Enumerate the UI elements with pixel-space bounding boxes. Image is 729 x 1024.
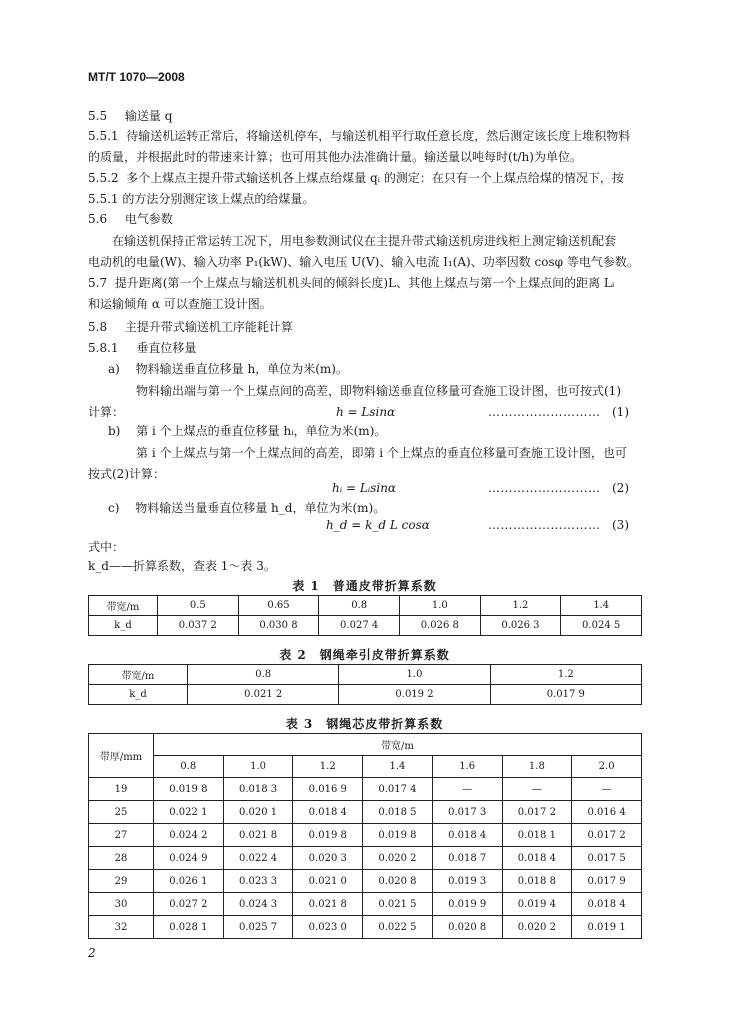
- paragraph-5-7: [88, 273, 643, 315]
- paragraph-line: 物料输出端与第一个上煤点间的高差，即物料输送垂直位移量可查施工设计图，也可按式(1): [136, 384, 622, 398]
- table-cell: 0.030 8: [238, 616, 319, 636]
- table-cell: 1.4: [561, 596, 642, 616]
- table-cell: 0.016 9: [293, 778, 363, 801]
- table-cell: 0.021 8: [293, 893, 363, 916]
- paragraph-line: 待输送机运转正常后，将输送机停车，与输送机相平行取任意长度，然后测定该长度上堆积物料: [126, 129, 631, 143]
- paragraph-line: 的质量，并根据此时的带速来计算；也可用其他办法准确计量。输送量以吨每时(t/h)为单位。: [88, 150, 582, 164]
- page-number: 2: [88, 946, 96, 960]
- section-title: 电气参数: [124, 212, 173, 226]
- table-cell: 0.020 2: [363, 847, 433, 870]
- paragraph-line: 5.5.1 的方法分别测定该上煤点的给煤量。: [88, 192, 315, 206]
- equation-number: (1): [612, 405, 629, 419]
- paragraph-line: 按式(2)计算：: [88, 467, 165, 481]
- table-cell: 0.021 0: [293, 870, 363, 893]
- table-cell: 0.019 9: [432, 893, 502, 916]
- table-cell: 0.8: [188, 665, 339, 685]
- item-label: c): [108, 501, 120, 515]
- table-3-body: [89, 778, 642, 939]
- equation-leader: ………………………: [488, 405, 601, 419]
- table-cell: 0.5: [158, 596, 239, 616]
- table-2: [88, 664, 642, 705]
- section-title: 垂直位移量: [136, 341, 197, 355]
- table-cell: 0.019 8: [363, 824, 433, 847]
- list-item-b: [108, 422, 386, 439]
- section-title: 输送量 q: [124, 109, 173, 123]
- table-3-caption: 表 3 钢绳芯皮带折算系数: [285, 717, 444, 731]
- table-cell: 0.018 8: [502, 870, 572, 893]
- table-2-caption: 表 2 钢绳牵引皮带折算系数: [279, 648, 450, 662]
- section-number: 5.6: [88, 212, 108, 226]
- formula-3: h_d = k_d L cosα: [326, 518, 430, 532]
- table-cell: 0.023 3: [223, 870, 293, 893]
- table-cell: 0.018 7: [432, 847, 502, 870]
- column-header: 带厚/mm: [89, 734, 154, 778]
- table-cell: 0.026 3: [480, 616, 561, 636]
- table-cell: 0.019 2: [339, 685, 490, 705]
- paragraph-line: 多个上煤点主提升带式输送机各上煤点给煤量 qᵢ 的测定：在只有一个上煤点给煤的情况下，按: [126, 171, 624, 185]
- table-cell: 0.018 4: [572, 893, 642, 916]
- table-cell: 0.020 3: [293, 847, 363, 870]
- section-title: 主提升带式输送机工序能耗计算: [124, 320, 293, 334]
- row-header: 27: [89, 824, 154, 847]
- table-cell: 0.019 3: [432, 870, 502, 893]
- table-cell: 0.023 0: [293, 916, 363, 939]
- paragraph-line: 计算：: [88, 405, 125, 419]
- row-header: k_d: [89, 685, 188, 705]
- row-header: 29: [89, 870, 154, 893]
- column-header: 带宽/m: [154, 734, 642, 756]
- section-5-8: [88, 318, 293, 335]
- table-cell: 0.028 1: [154, 916, 224, 939]
- table-cell: 0.021 2: [188, 685, 339, 705]
- kd-definition: k_d——折算系数，查表 1～表 3。: [88, 559, 276, 573]
- formula-1: h = Lsinα: [336, 405, 396, 419]
- table-cell: —: [432, 778, 502, 801]
- where-label: 式中：: [88, 540, 125, 554]
- table-cell: 0.017 5: [572, 847, 642, 870]
- table-1-caption: 表 1 普通皮带折算系数: [292, 579, 437, 593]
- table-cell: 1.2: [480, 596, 561, 616]
- table-cell: 0.024 2: [154, 824, 224, 847]
- section-5-8-1: [88, 339, 196, 356]
- item-text: 物料输送当量垂直位移量 h_d，单位为米(m)。: [135, 501, 386, 515]
- table-cell: 1.0: [339, 665, 490, 685]
- table-cell: 0.026 1: [154, 870, 224, 893]
- equation-leader: ………………………: [488, 481, 601, 495]
- table-cell: 0.024 9: [154, 847, 224, 870]
- column-header: 1.2: [293, 756, 363, 778]
- row-header: 30: [89, 893, 154, 916]
- table-cell: 0.020 1: [223, 801, 293, 824]
- paragraph-line: 和运输倾角 α 可以查施工设计图。: [88, 297, 272, 311]
- table-cell: 0.8: [319, 596, 400, 616]
- paragraph-b: [88, 443, 643, 485]
- paragraph-line: 在输送机保持正常运转工况下，用电参数测试仪在主提升带式输送机房进线柜上测定输送机配套: [112, 234, 617, 248]
- table-cell: 0.027 2: [154, 893, 224, 916]
- standard-number: MT/T 1070—2008: [88, 70, 185, 84]
- table-cell: 0.018 3: [223, 778, 293, 801]
- table-row: [89, 893, 642, 916]
- equation-number: (3): [612, 518, 629, 532]
- formula-2: hᵢ = Lᵢsinα: [332, 481, 397, 495]
- table-cell: 0.019 1: [572, 916, 642, 939]
- column-header: 1.4: [363, 756, 433, 778]
- table-3: [88, 733, 642, 939]
- table-cell: 0.018 5: [363, 801, 433, 824]
- section-5-5: [88, 107, 172, 124]
- table-cell: 0.037 2: [158, 616, 239, 636]
- paragraph-5-5-1: [88, 126, 643, 168]
- table-row: [89, 824, 642, 847]
- table-cell: 0.017 2: [572, 824, 642, 847]
- table-row: [89, 616, 642, 636]
- table-cell: 0.018 4: [502, 847, 572, 870]
- column-header: 1.8: [502, 756, 572, 778]
- table-row: [89, 734, 642, 756]
- table-row: [89, 847, 642, 870]
- equation-leader: ………………………: [488, 518, 601, 532]
- table-row: [89, 801, 642, 824]
- table-cell: 0.020 8: [363, 870, 433, 893]
- table-cell: 0.026 8: [399, 616, 480, 636]
- table-cell: 0.022 4: [223, 847, 293, 870]
- list-item-a: [108, 360, 348, 377]
- list-item-c: [108, 499, 385, 516]
- table-cell: 0.016 4: [572, 801, 642, 824]
- table-cell: 0.017 3: [432, 801, 502, 824]
- table-row: [89, 756, 642, 778]
- table-cell: 0.017 4: [363, 778, 433, 801]
- item-text: 第 i 个上煤点的垂直位移量 hᵢ，单位为米(m)。: [136, 424, 387, 438]
- table-cell: 1.0: [399, 596, 480, 616]
- table-cell: 0.027 4: [319, 616, 400, 636]
- clause-number: 5.7: [88, 276, 108, 290]
- table-cell: —: [572, 778, 642, 801]
- row-header: k_d: [89, 616, 158, 636]
- table-row: [89, 778, 642, 801]
- table-cell: 0.024 3: [223, 893, 293, 916]
- item-text: 物料输送垂直位移量 h，单位为米(m)。: [135, 362, 348, 376]
- table-cell: —: [502, 778, 572, 801]
- paragraph-line: 提升距离(第一个上煤点与输送机机头间的倾斜长度)L、其他上煤点与第一个上煤点间的距离 Lᵢ: [114, 276, 615, 290]
- column-header: 0.8: [154, 756, 224, 778]
- table-1: [88, 595, 642, 636]
- column-header: 1.0: [223, 756, 293, 778]
- paragraph-line: 第 i 个上煤点与第一个上煤点间的高差，即第 i 个上煤点的垂直位移量可查施工设计图，也可: [136, 446, 627, 460]
- section-5-6: [88, 210, 173, 227]
- section-number: 5.5: [88, 109, 108, 123]
- row-header: 带宽/m: [89, 596, 158, 616]
- equation-number: (2): [612, 481, 629, 495]
- section-number: 5.8: [88, 320, 108, 334]
- item-label: a): [108, 362, 120, 376]
- row-header: 19: [89, 778, 154, 801]
- section-number: 5.8.1: [88, 341, 119, 355]
- table-cell: 0.024 5: [561, 616, 642, 636]
- table-row: [89, 685, 642, 705]
- table-cell: 0.019 8: [293, 824, 363, 847]
- table-cell: 0.021 8: [223, 824, 293, 847]
- paragraph-5-6: [88, 231, 643, 273]
- row-header: 28: [89, 847, 154, 870]
- table-cell: 0.65: [238, 596, 319, 616]
- table-cell: 0.025 7: [223, 916, 293, 939]
- table-cell: 0.018 4: [293, 801, 363, 824]
- column-header: 2.0: [572, 756, 642, 778]
- clause-number: 5.5.1: [88, 129, 119, 143]
- paragraph-line: 电动机的电量(W)、输入功率 P₁(kW)、输入电压 U(V)、输入电流 I₁(A)、功率因数 cosφ 等电气参数。: [88, 255, 639, 269]
- row-header: 32: [89, 916, 154, 939]
- table-row: [89, 870, 642, 893]
- table-cell: 0.020 2: [502, 916, 572, 939]
- table-cell: 0.018 4: [432, 824, 502, 847]
- row-header: 25: [89, 801, 154, 824]
- table-row: [89, 665, 642, 685]
- table-cell: 0.021 5: [363, 893, 433, 916]
- clause-number: 5.5.2: [88, 171, 119, 185]
- table-row: [89, 916, 642, 939]
- table-cell: 0.022 5: [363, 916, 433, 939]
- table-cell: 1.2: [490, 665, 641, 685]
- column-header: 1.6: [432, 756, 502, 778]
- table-cell: 0.017 2: [502, 801, 572, 824]
- table-cell: 0.019 4: [502, 893, 572, 916]
- table-row: [89, 596, 642, 616]
- table-cell: 0.018 1: [502, 824, 572, 847]
- table-cell: 0.020 8: [432, 916, 502, 939]
- table-cell: 0.022 1: [154, 801, 224, 824]
- table-cell: 0.019 8: [154, 778, 224, 801]
- row-header: 带宽/m: [89, 665, 188, 685]
- table-cell: 0.017 9: [572, 870, 642, 893]
- paragraph-5-5-2: [88, 168, 643, 210]
- item-label: b): [108, 424, 121, 438]
- table-cell: 0.017 9: [490, 685, 641, 705]
